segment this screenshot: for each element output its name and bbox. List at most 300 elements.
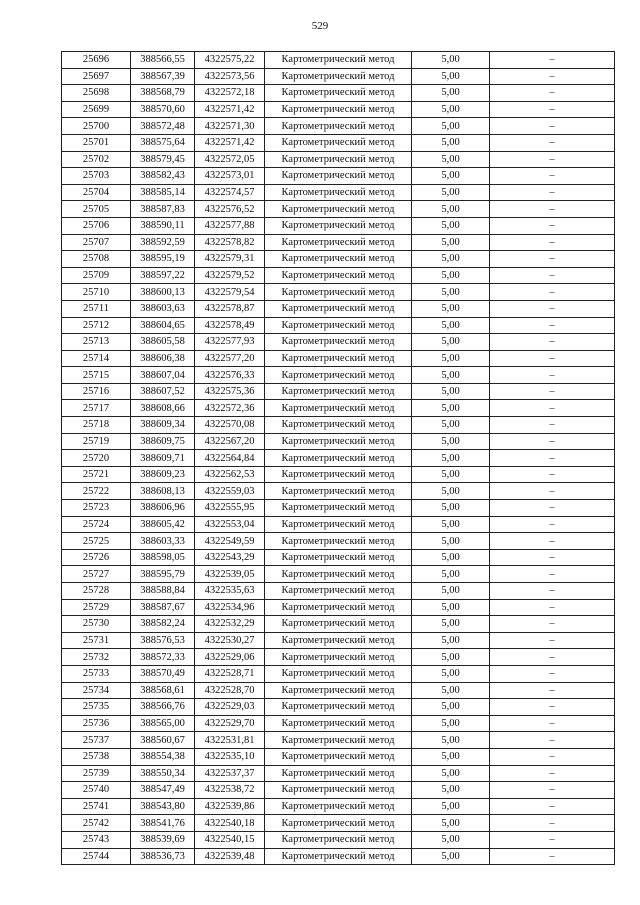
table-row bbox=[62, 483, 615, 500]
point-number-cell: 25703 bbox=[62, 168, 131, 185]
table-row bbox=[62, 599, 615, 616]
table-row bbox=[62, 317, 615, 334]
point-number-cell: 25721 bbox=[62, 466, 131, 483]
x-coordinate-cell: 388566,55 bbox=[131, 52, 195, 69]
x-coordinate-cell: 388565,00 bbox=[131, 715, 195, 732]
accuracy-cell: 5,00 bbox=[412, 350, 490, 367]
method-cell: Картометрический метод bbox=[265, 533, 412, 550]
y-coordinate-cell: 4322538,72 bbox=[195, 782, 265, 799]
y-coordinate-cell: 4322578,82 bbox=[195, 234, 265, 251]
point-number-cell: 25710 bbox=[62, 284, 131, 301]
point-number-cell: 25736 bbox=[62, 715, 131, 732]
method-cell: Картометрический метод bbox=[265, 831, 412, 848]
x-coordinate-cell: 388600,13 bbox=[131, 284, 195, 301]
x-coordinate-cell: 388582,24 bbox=[131, 616, 195, 633]
method-cell: Картометрический метод bbox=[265, 483, 412, 500]
description-cell: – bbox=[490, 748, 615, 765]
description-cell: – bbox=[490, 765, 615, 782]
accuracy-cell: 5,00 bbox=[412, 383, 490, 400]
accuracy-cell: 5,00 bbox=[412, 732, 490, 749]
table-row bbox=[62, 732, 615, 749]
point-number-cell: 25708 bbox=[62, 251, 131, 268]
description-cell: – bbox=[490, 782, 615, 799]
x-coordinate-cell: 388607,04 bbox=[131, 367, 195, 384]
x-coordinate-cell: 388539,69 bbox=[131, 831, 195, 848]
method-cell: Картометрический метод bbox=[265, 566, 412, 583]
y-coordinate-cell: 4322577,88 bbox=[195, 217, 265, 234]
description-cell: – bbox=[490, 400, 615, 417]
method-cell: Картометрический метод bbox=[265, 765, 412, 782]
description-cell: – bbox=[490, 516, 615, 533]
accuracy-cell: 5,00 bbox=[412, 134, 490, 151]
method-cell: Картометрический метод bbox=[265, 848, 412, 865]
table-row bbox=[62, 450, 615, 467]
description-cell: – bbox=[490, 632, 615, 649]
point-number-cell: 25744 bbox=[62, 848, 131, 865]
description-cell: – bbox=[490, 300, 615, 317]
y-coordinate-cell: 4322537,37 bbox=[195, 765, 265, 782]
x-coordinate-cell: 388554,38 bbox=[131, 748, 195, 765]
description-cell: – bbox=[490, 616, 615, 633]
description-cell: – bbox=[490, 433, 615, 450]
accuracy-cell: 5,00 bbox=[412, 284, 490, 301]
accuracy-cell: 5,00 bbox=[412, 616, 490, 633]
description-cell: – bbox=[490, 284, 615, 301]
y-coordinate-cell: 4322572,18 bbox=[195, 85, 265, 102]
description-cell: – bbox=[490, 715, 615, 732]
x-coordinate-cell: 388605,58 bbox=[131, 334, 195, 351]
y-coordinate-cell: 4322574,57 bbox=[195, 184, 265, 201]
accuracy-cell: 5,00 bbox=[412, 400, 490, 417]
y-coordinate-cell: 4322531,81 bbox=[195, 732, 265, 749]
table-row bbox=[62, 201, 615, 218]
description-cell: – bbox=[490, 831, 615, 848]
table-row bbox=[62, 466, 615, 483]
accuracy-cell: 5,00 bbox=[412, 201, 490, 218]
point-number-cell: 25742 bbox=[62, 815, 131, 832]
method-cell: Картометрический метод bbox=[265, 682, 412, 699]
y-coordinate-cell: 4322539,48 bbox=[195, 848, 265, 865]
accuracy-cell: 5,00 bbox=[412, 815, 490, 832]
method-cell: Картометрический метод bbox=[265, 350, 412, 367]
accuracy-cell: 5,00 bbox=[412, 649, 490, 666]
point-number-cell: 25737 bbox=[62, 732, 131, 749]
y-coordinate-cell: 4322579,54 bbox=[195, 284, 265, 301]
point-number-cell: 25701 bbox=[62, 134, 131, 151]
table-row bbox=[62, 350, 615, 367]
table-row bbox=[62, 251, 615, 268]
table-row bbox=[62, 217, 615, 234]
point-number-cell: 25705 bbox=[62, 201, 131, 218]
x-coordinate-cell: 388541,76 bbox=[131, 815, 195, 832]
y-coordinate-cell: 4322535,10 bbox=[195, 748, 265, 765]
x-coordinate-cell: 388590,11 bbox=[131, 217, 195, 234]
x-coordinate-cell: 388582,43 bbox=[131, 168, 195, 185]
y-coordinate-cell: 4322539,05 bbox=[195, 566, 265, 583]
y-coordinate-cell: 4322575,36 bbox=[195, 383, 265, 400]
description-cell: – bbox=[490, 682, 615, 699]
point-number-cell: 25727 bbox=[62, 566, 131, 583]
point-number-cell: 25706 bbox=[62, 217, 131, 234]
method-cell: Картометрический метод bbox=[265, 52, 412, 69]
x-coordinate-cell: 388608,66 bbox=[131, 400, 195, 417]
x-coordinate-cell: 388597,22 bbox=[131, 267, 195, 284]
x-coordinate-cell: 388543,80 bbox=[131, 798, 195, 815]
point-number-cell: 25702 bbox=[62, 151, 131, 168]
x-coordinate-cell: 388592,59 bbox=[131, 234, 195, 251]
description-cell: – bbox=[490, 317, 615, 334]
accuracy-cell: 5,00 bbox=[412, 715, 490, 732]
y-coordinate-cell: 4322564,84 bbox=[195, 450, 265, 467]
y-coordinate-cell: 4322576,33 bbox=[195, 367, 265, 384]
description-cell: – bbox=[490, 815, 615, 832]
x-coordinate-cell: 388606,96 bbox=[131, 500, 195, 517]
x-coordinate-cell: 388560,67 bbox=[131, 732, 195, 749]
table-row bbox=[62, 417, 615, 434]
table-row bbox=[62, 649, 615, 666]
coordinates-table bbox=[61, 51, 615, 865]
accuracy-cell: 5,00 bbox=[412, 85, 490, 102]
accuracy-cell: 5,00 bbox=[412, 632, 490, 649]
description-cell: – bbox=[490, 466, 615, 483]
description-cell: – bbox=[490, 483, 615, 500]
y-coordinate-cell: 4322567,20 bbox=[195, 433, 265, 450]
accuracy-cell: 5,00 bbox=[412, 151, 490, 168]
x-coordinate-cell: 388595,79 bbox=[131, 566, 195, 583]
method-cell: Картометрический метод bbox=[265, 583, 412, 600]
x-coordinate-cell: 388588,84 bbox=[131, 583, 195, 600]
x-coordinate-cell: 388567,39 bbox=[131, 68, 195, 85]
accuracy-cell: 5,00 bbox=[412, 68, 490, 85]
description-cell: – bbox=[490, 549, 615, 566]
x-coordinate-cell: 388585,14 bbox=[131, 184, 195, 201]
accuracy-cell: 5,00 bbox=[412, 184, 490, 201]
point-number-cell: 25740 bbox=[62, 782, 131, 799]
point-number-cell: 25709 bbox=[62, 267, 131, 284]
table-row bbox=[62, 516, 615, 533]
x-coordinate-cell: 388605,42 bbox=[131, 516, 195, 533]
y-coordinate-cell: 4322529,70 bbox=[195, 715, 265, 732]
x-coordinate-cell: 388570,60 bbox=[131, 101, 195, 118]
y-coordinate-cell: 4322530,27 bbox=[195, 632, 265, 649]
method-cell: Картометрический метод bbox=[265, 715, 412, 732]
y-coordinate-cell: 4322570,08 bbox=[195, 417, 265, 434]
table-row bbox=[62, 682, 615, 699]
accuracy-cell: 5,00 bbox=[412, 831, 490, 848]
method-cell: Картометрический метод bbox=[265, 599, 412, 616]
table-row bbox=[62, 284, 615, 301]
table-row bbox=[62, 234, 615, 251]
accuracy-cell: 5,00 bbox=[412, 533, 490, 550]
table-row bbox=[62, 848, 615, 865]
x-coordinate-cell: 388598,05 bbox=[131, 549, 195, 566]
accuracy-cell: 5,00 bbox=[412, 251, 490, 268]
accuracy-cell: 5,00 bbox=[412, 52, 490, 69]
y-coordinate-cell: 4322573,56 bbox=[195, 68, 265, 85]
accuracy-cell: 5,00 bbox=[412, 300, 490, 317]
y-coordinate-cell: 4322534,96 bbox=[195, 599, 265, 616]
x-coordinate-cell: 388572,33 bbox=[131, 649, 195, 666]
x-coordinate-cell: 388536,73 bbox=[131, 848, 195, 865]
description-cell: – bbox=[490, 168, 615, 185]
accuracy-cell: 5,00 bbox=[412, 234, 490, 251]
accuracy-cell: 5,00 bbox=[412, 417, 490, 434]
point-number-cell: 25718 bbox=[62, 417, 131, 434]
table-row bbox=[62, 334, 615, 351]
x-coordinate-cell: 388603,33 bbox=[131, 533, 195, 550]
x-coordinate-cell: 388575,64 bbox=[131, 134, 195, 151]
page-number: 529 bbox=[311, 20, 329, 32]
description-cell: – bbox=[490, 450, 615, 467]
point-number-cell: 25714 bbox=[62, 350, 131, 367]
description-cell: – bbox=[490, 52, 615, 69]
y-coordinate-cell: 4322540,15 bbox=[195, 831, 265, 848]
accuracy-cell: 5,00 bbox=[412, 367, 490, 384]
description-cell: – bbox=[490, 417, 615, 434]
table-row bbox=[62, 400, 615, 417]
accuracy-cell: 5,00 bbox=[412, 682, 490, 699]
method-cell: Картометрический метод bbox=[265, 649, 412, 666]
x-coordinate-cell: 388568,61 bbox=[131, 682, 195, 699]
point-number-cell: 25732 bbox=[62, 649, 131, 666]
x-coordinate-cell: 388570,49 bbox=[131, 665, 195, 682]
method-cell: Картометрический метод bbox=[265, 184, 412, 201]
method-cell: Картометрический метод bbox=[265, 400, 412, 417]
table-row bbox=[62, 782, 615, 799]
point-number-cell: 25724 bbox=[62, 516, 131, 533]
method-cell: Картометрический метод bbox=[265, 251, 412, 268]
table-row bbox=[62, 85, 615, 102]
y-coordinate-cell: 4322572,36 bbox=[195, 400, 265, 417]
description-cell: – bbox=[490, 665, 615, 682]
x-coordinate-cell: 388609,23 bbox=[131, 466, 195, 483]
x-coordinate-cell: 388609,34 bbox=[131, 417, 195, 434]
x-coordinate-cell: 388604,65 bbox=[131, 317, 195, 334]
y-coordinate-cell: 4322540,18 bbox=[195, 815, 265, 832]
x-coordinate-cell: 388603,63 bbox=[131, 300, 195, 317]
method-cell: Картометрический метод bbox=[265, 234, 412, 251]
point-number-cell: 25720 bbox=[62, 450, 131, 467]
accuracy-cell: 5,00 bbox=[412, 118, 490, 135]
point-number-cell: 25715 bbox=[62, 367, 131, 384]
table-row bbox=[62, 699, 615, 716]
x-coordinate-cell: 388587,67 bbox=[131, 599, 195, 616]
accuracy-cell: 5,00 bbox=[412, 101, 490, 118]
point-number-cell: 25735 bbox=[62, 699, 131, 716]
table-row bbox=[62, 798, 615, 815]
table-row bbox=[62, 632, 615, 649]
method-cell: Картометрический метод bbox=[265, 300, 412, 317]
table-row bbox=[62, 433, 615, 450]
accuracy-cell: 5,00 bbox=[412, 765, 490, 782]
table-row bbox=[62, 151, 615, 168]
description-cell: – bbox=[490, 367, 615, 384]
y-coordinate-cell: 4322543,29 bbox=[195, 549, 265, 566]
accuracy-cell: 5,00 bbox=[412, 549, 490, 566]
point-number-cell: 25728 bbox=[62, 583, 131, 600]
x-coordinate-cell: 388568,79 bbox=[131, 85, 195, 102]
accuracy-cell: 5,00 bbox=[412, 516, 490, 533]
method-cell: Картометрический метод bbox=[265, 665, 412, 682]
y-coordinate-cell: 4322579,52 bbox=[195, 267, 265, 284]
description-cell: – bbox=[490, 350, 615, 367]
description-cell: – bbox=[490, 583, 615, 600]
y-coordinate-cell: 4322577,20 bbox=[195, 350, 265, 367]
description-cell: – bbox=[490, 217, 615, 234]
table-row bbox=[62, 815, 615, 832]
description-cell: – bbox=[490, 234, 615, 251]
description-cell: – bbox=[490, 732, 615, 749]
description-cell: – bbox=[490, 500, 615, 517]
y-coordinate-cell: 4322575,22 bbox=[195, 52, 265, 69]
y-coordinate-cell: 4322577,93 bbox=[195, 334, 265, 351]
method-cell: Картометрический метод bbox=[265, 732, 412, 749]
point-number-cell: 25699 bbox=[62, 101, 131, 118]
y-coordinate-cell: 4322578,49 bbox=[195, 317, 265, 334]
table-row bbox=[62, 367, 615, 384]
accuracy-cell: 5,00 bbox=[412, 583, 490, 600]
method-cell: Картометрический метод bbox=[265, 632, 412, 649]
x-coordinate-cell: 388609,75 bbox=[131, 433, 195, 450]
table-row bbox=[62, 68, 615, 85]
x-coordinate-cell: 388566,76 bbox=[131, 699, 195, 716]
method-cell: Картометрический метод bbox=[265, 815, 412, 832]
point-number-cell: 25743 bbox=[62, 831, 131, 848]
method-cell: Картометрический метод bbox=[265, 217, 412, 234]
table-row bbox=[62, 616, 615, 633]
table-row bbox=[62, 52, 615, 69]
point-number-cell: 25733 bbox=[62, 665, 131, 682]
accuracy-cell: 5,00 bbox=[412, 217, 490, 234]
method-cell: Картометрический метод bbox=[265, 267, 412, 284]
table-row bbox=[62, 748, 615, 765]
method-cell: Картометрический метод bbox=[265, 466, 412, 483]
point-number-cell: 25716 bbox=[62, 383, 131, 400]
point-number-cell: 25700 bbox=[62, 118, 131, 135]
method-cell: Картометрический метод bbox=[265, 516, 412, 533]
accuracy-cell: 5,00 bbox=[412, 433, 490, 450]
method-cell: Картометрический метод bbox=[265, 367, 412, 384]
x-coordinate-cell: 388609,71 bbox=[131, 450, 195, 467]
table-row bbox=[62, 118, 615, 135]
accuracy-cell: 5,00 bbox=[412, 317, 490, 334]
description-cell: – bbox=[490, 334, 615, 351]
table-row bbox=[62, 831, 615, 848]
description-cell: – bbox=[490, 566, 615, 583]
method-cell: Картометрический метод bbox=[265, 699, 412, 716]
x-coordinate-cell: 388550,34 bbox=[131, 765, 195, 782]
point-number-cell: 25698 bbox=[62, 85, 131, 102]
accuracy-cell: 5,00 bbox=[412, 450, 490, 467]
method-cell: Картометрический метод bbox=[265, 168, 412, 185]
table-row bbox=[62, 134, 615, 151]
y-coordinate-cell: 4322571,42 bbox=[195, 134, 265, 151]
y-coordinate-cell: 4322576,52 bbox=[195, 201, 265, 218]
description-cell: – bbox=[490, 184, 615, 201]
y-coordinate-cell: 4322529,06 bbox=[195, 649, 265, 666]
description-cell: – bbox=[490, 599, 615, 616]
point-number-cell: 25726 bbox=[62, 549, 131, 566]
method-cell: Картометрический метод bbox=[265, 500, 412, 517]
point-number-cell: 25741 bbox=[62, 798, 131, 815]
table-body bbox=[62, 52, 615, 865]
point-number-cell: 25711 bbox=[62, 300, 131, 317]
method-cell: Картометрический метод bbox=[265, 134, 412, 151]
accuracy-cell: 5,00 bbox=[412, 483, 490, 500]
point-number-cell: 25707 bbox=[62, 234, 131, 251]
point-number-cell: 25738 bbox=[62, 748, 131, 765]
table-row bbox=[62, 184, 615, 201]
method-cell: Картометрический метод bbox=[265, 450, 412, 467]
point-number-cell: 25712 bbox=[62, 317, 131, 334]
table-row bbox=[62, 168, 615, 185]
x-coordinate-cell: 388579,45 bbox=[131, 151, 195, 168]
method-cell: Картометрический метод bbox=[265, 383, 412, 400]
point-number-cell: 25697 bbox=[62, 68, 131, 85]
description-cell: – bbox=[490, 267, 615, 284]
description-cell: – bbox=[490, 118, 615, 135]
table-row bbox=[62, 500, 615, 517]
accuracy-cell: 5,00 bbox=[412, 466, 490, 483]
method-cell: Картометрический метод bbox=[265, 798, 412, 815]
method-cell: Картометрический метод bbox=[265, 417, 412, 434]
point-number-cell: 25704 bbox=[62, 184, 131, 201]
table-row bbox=[62, 533, 615, 550]
point-number-cell: 25717 bbox=[62, 400, 131, 417]
point-number-cell: 25730 bbox=[62, 616, 131, 633]
y-coordinate-cell: 4322539,86 bbox=[195, 798, 265, 815]
y-coordinate-cell: 4322571,42 bbox=[195, 101, 265, 118]
y-coordinate-cell: 4322559,03 bbox=[195, 483, 265, 500]
method-cell: Картометрический метод bbox=[265, 85, 412, 102]
y-coordinate-cell: 4322549,59 bbox=[195, 533, 265, 550]
table-row bbox=[62, 566, 615, 583]
y-coordinate-cell: 4322535,63 bbox=[195, 583, 265, 600]
accuracy-cell: 5,00 bbox=[412, 599, 490, 616]
accuracy-cell: 5,00 bbox=[412, 334, 490, 351]
method-cell: Картометрический метод bbox=[265, 616, 412, 633]
point-number-cell: 25739 bbox=[62, 765, 131, 782]
accuracy-cell: 5,00 bbox=[412, 782, 490, 799]
accuracy-cell: 5,00 bbox=[412, 500, 490, 517]
method-cell: Картометрический метод bbox=[265, 748, 412, 765]
point-number-cell: 25719 bbox=[62, 433, 131, 450]
table-row bbox=[62, 267, 615, 284]
y-coordinate-cell: 4322578,87 bbox=[195, 300, 265, 317]
description-cell: – bbox=[490, 649, 615, 666]
description-cell: – bbox=[490, 533, 615, 550]
accuracy-cell: 5,00 bbox=[412, 267, 490, 284]
table-row bbox=[62, 715, 615, 732]
table-row bbox=[62, 665, 615, 682]
table-row bbox=[62, 583, 615, 600]
y-coordinate-cell: 4322528,70 bbox=[195, 682, 265, 699]
y-coordinate-cell: 4322529,03 bbox=[195, 699, 265, 716]
accuracy-cell: 5,00 bbox=[412, 699, 490, 716]
point-number-cell: 25731 bbox=[62, 632, 131, 649]
y-coordinate-cell: 4322555,95 bbox=[195, 500, 265, 517]
description-cell: – bbox=[490, 134, 615, 151]
point-number-cell: 25723 bbox=[62, 500, 131, 517]
x-coordinate-cell: 388547,49 bbox=[131, 782, 195, 799]
description-cell: – bbox=[490, 85, 615, 102]
table-row bbox=[62, 765, 615, 782]
method-cell: Картометрический метод bbox=[265, 68, 412, 85]
description-cell: – bbox=[490, 699, 615, 716]
method-cell: Картометрический метод bbox=[265, 101, 412, 118]
point-number-cell: 25729 bbox=[62, 599, 131, 616]
accuracy-cell: 5,00 bbox=[412, 566, 490, 583]
